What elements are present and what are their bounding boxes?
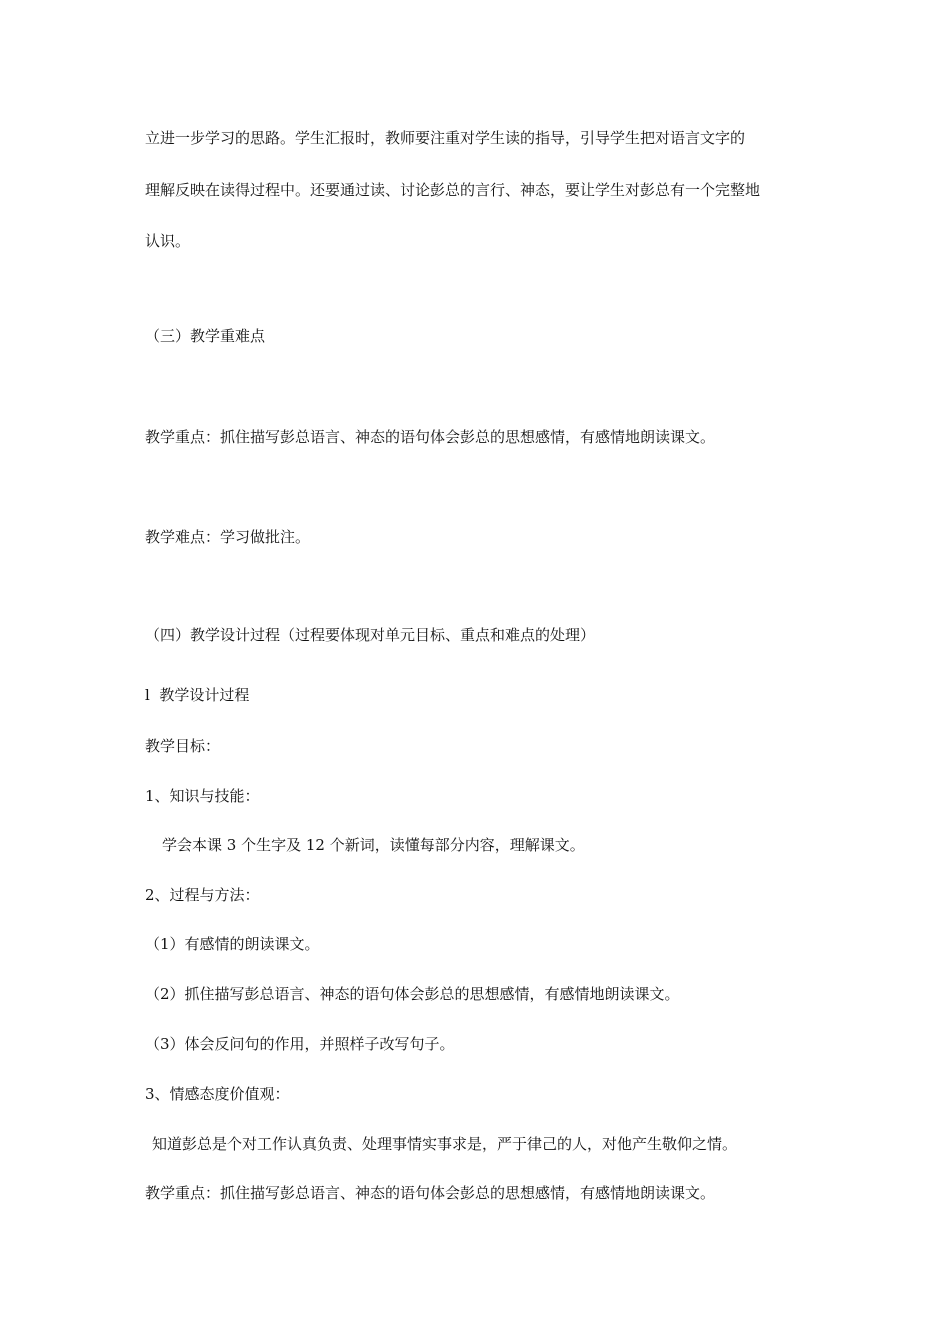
difficult-point: 教学难点：学习做批注。 xyxy=(145,528,311,546)
objective-2-item-3: （3）体会反问句的作用，并照样子改写句子。 xyxy=(145,1035,455,1053)
objective-2-item-1: （1）有感情的朗读课文。 xyxy=(145,935,320,953)
objective-1-text: 学会本课 3 个生字及 12 个新词，读懂每部分内容，理解课文。 xyxy=(162,836,585,854)
objective-3-title: 3、情感态度价值观： xyxy=(145,1085,290,1103)
paragraph-line-1: 立进一步学习的思路。学生汇报时，教师要注重对学生读的指导，引导学生把对语言文字的 xyxy=(145,129,746,147)
objective-2-title: 2、过程与方法： xyxy=(145,886,260,904)
key-point-repeat: 教学重点：抓住描写彭总语言、神态的语句体会彭总的思想感情，有感情地朗读课文。 xyxy=(145,1184,716,1202)
objective-3-text: 知道彭总是个对工作认真负责、处理事情实事求是，严于律己的人，对他产生敬仰之情。 xyxy=(152,1135,738,1153)
objective-2-item-2: （2）抓住描写彭总语言、神态的语句体会彭总的思想感情，有感情地朗读课文。 xyxy=(145,985,680,1003)
objectives-label: 教学目标： xyxy=(145,737,221,755)
objective-1-title: 1、知识与技能： xyxy=(145,787,260,805)
design-process-title: l 教学设计过程 xyxy=(145,686,250,704)
section3-heading: （三）教学重难点 xyxy=(145,327,266,345)
paragraph-line-3: 认识。 xyxy=(145,232,191,250)
key-point: 教学重点：抓住描写彭总语言、神态的语句体会彭总的思想感情，有感情地朗读课文。 xyxy=(145,428,716,446)
section4-heading: （四）教学设计过程（过程要体现对单元目标、重点和难点的处理） xyxy=(145,626,596,644)
paragraph-line-2: 理解反映在读得过程中。还要通过读、讨论彭总的言行、神态，要让学生对彭总有一个完整地 xyxy=(145,181,761,199)
